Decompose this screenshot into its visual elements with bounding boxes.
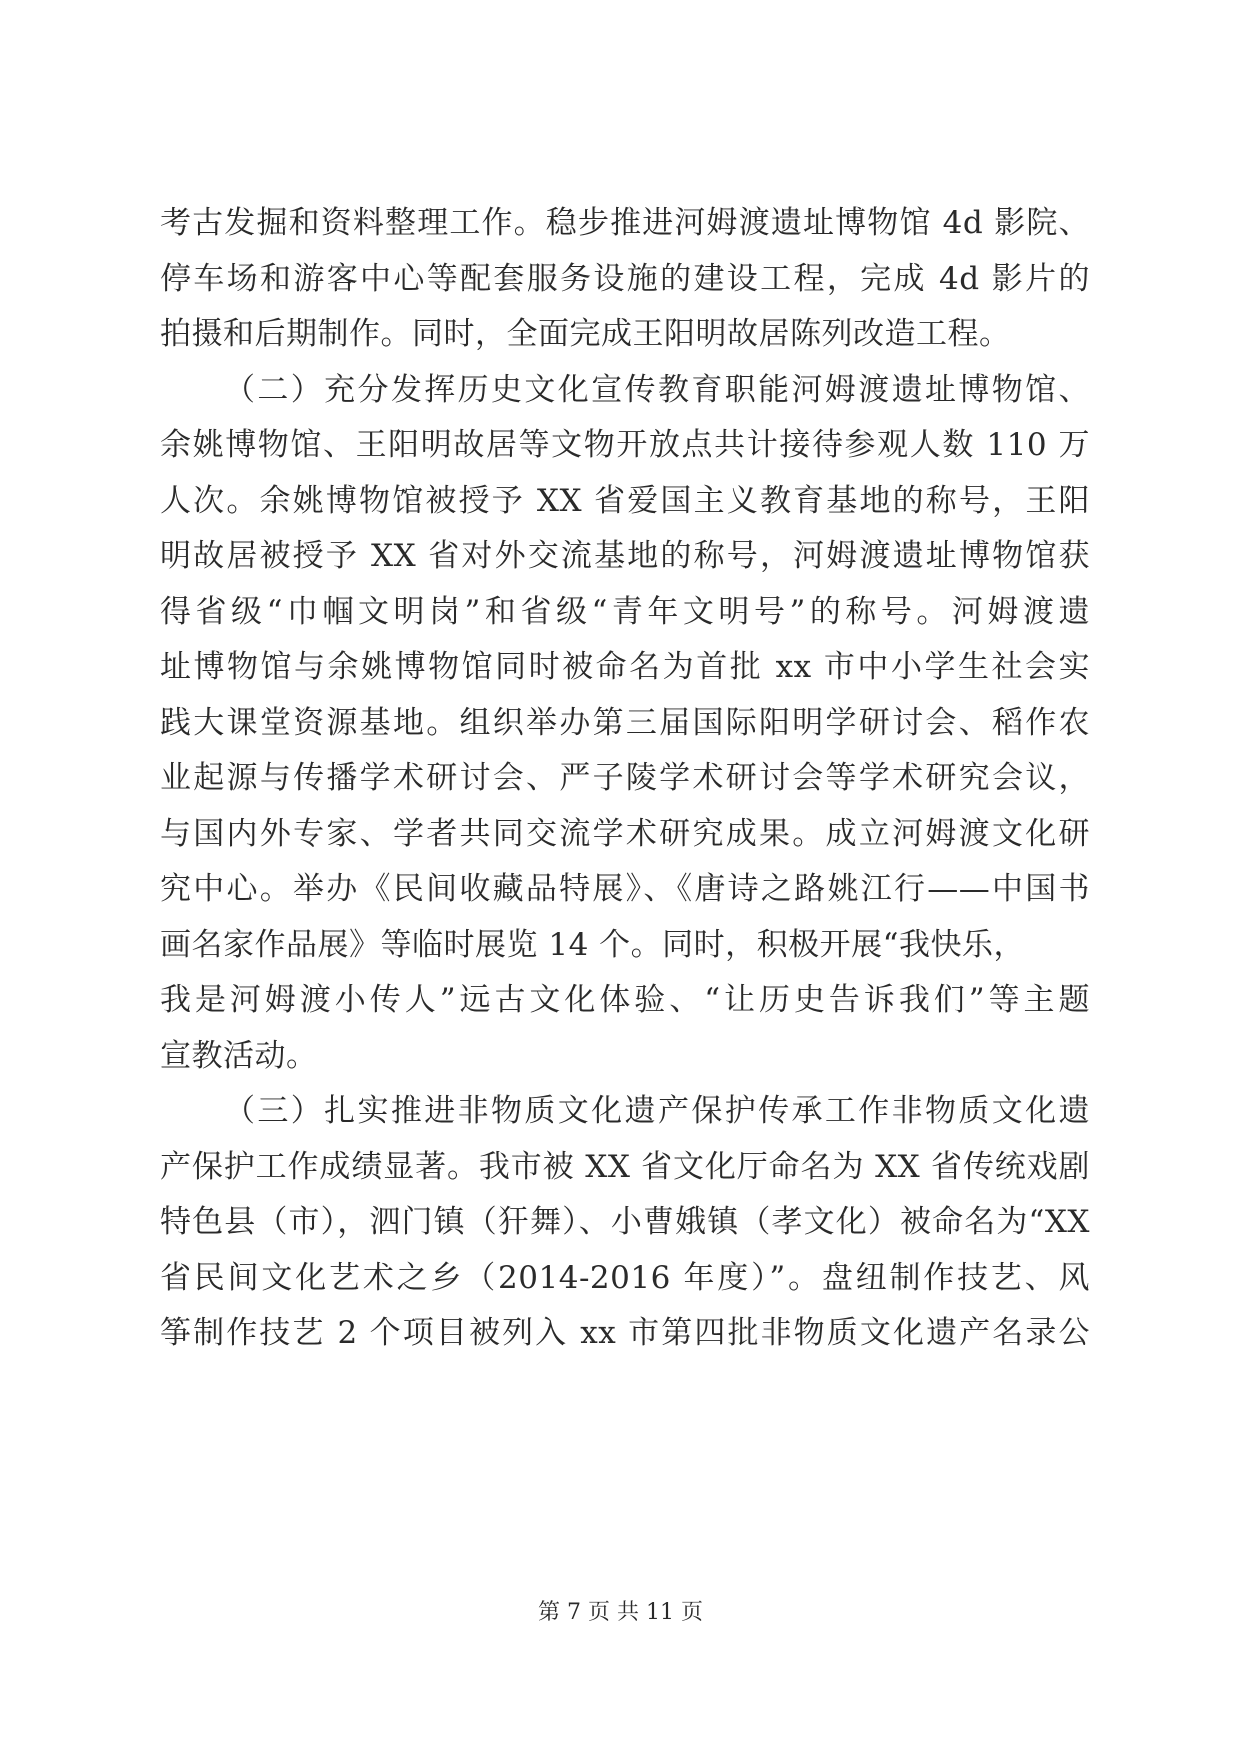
text-line: 产保护工作成绩显著。我市被 XX 省文化厅命名为 XX 省传统戏剧 bbox=[160, 1148, 1090, 1185]
text-line: 业起源与传播学术研讨会、严子陵学术研讨会等学术研究会议， bbox=[160, 760, 1090, 796]
text-line: 我是河姆渡小传人”远古文化体验、“让历史告诉我们”等主题 bbox=[160, 982, 1090, 1018]
page-footer bbox=[0, 1598, 1241, 1628]
text-line: 特色县（市），泗门镇（犴舞）、小曹娥镇（孝文化）被命名为“XX bbox=[160, 1204, 1090, 1240]
text-line: 人次。余姚博物馆被授予 XX 省爱国主义教育基地的称号，王阳 bbox=[160, 482, 1090, 519]
text-line: 究中心。举办《民间收藏品特展》、《唐诗之路姚江行——中国书 bbox=[160, 871, 1090, 907]
text-line: 考古发掘和资料整理工作。稳步推进河姆渡遗址博物馆 4d 影院、 bbox=[160, 205, 1090, 241]
text-line: 画名家作品展》等临时展览 14 个。同时，积极开展“我快乐， bbox=[160, 926, 1025, 963]
text-line: 宣教活动。 bbox=[160, 1037, 318, 1074]
text-line: 明故居被授予 XX 省对外交流基地的称号，河姆渡遗址博物馆获 bbox=[160, 538, 1090, 574]
text-line: 得省级“巾帼文明岗”和省级“青年文明号”的称号。河姆渡遗 bbox=[160, 593, 1090, 630]
text-line: 余姚博物馆、王阳明故居等文物开放点共计接待参观人数 110 万 bbox=[160, 427, 1090, 463]
text-line: 拍摄和后期制作。同时，全面完成王阳明故居陈列改造工程。 bbox=[160, 316, 1011, 352]
text-line: 省民间文化艺术之乡（2014-2016 年度）”。盘纽制作技艺、风 bbox=[160, 1259, 1090, 1296]
body-text bbox=[160, 196, 1090, 1362]
page-number: 第 7 页 共 11 页 bbox=[538, 1600, 703, 1625]
section-heading-line: （二）充分发挥历史文化宣传教育职能河姆渡遗址博物馆、 bbox=[224, 371, 1090, 408]
text-line: 停车场和游客中心等配套服务设施的建设工程，完成 4d 影片的 bbox=[160, 260, 1090, 297]
section-heading-line: （三）扎实推进非物质文化遗产保护传承工作非物质文化遗 bbox=[224, 1093, 1090, 1129]
text-line: 筝制作技艺 2 个项目被列入 xx 市第四批非物质文化遗产名录公 bbox=[160, 1315, 1090, 1351]
text-line: 践大课堂资源基地。组织举办第三届国际阳明学研讨会、稻作农 bbox=[160, 704, 1090, 741]
text-line: 址博物馆与余姚博物馆同时被命名为首批 xx 市中小学生社会实 bbox=[160, 649, 1090, 685]
text-line: 与国内外专家、学者共同交流学术研究成果。成立河姆渡文化研 bbox=[160, 815, 1090, 852]
